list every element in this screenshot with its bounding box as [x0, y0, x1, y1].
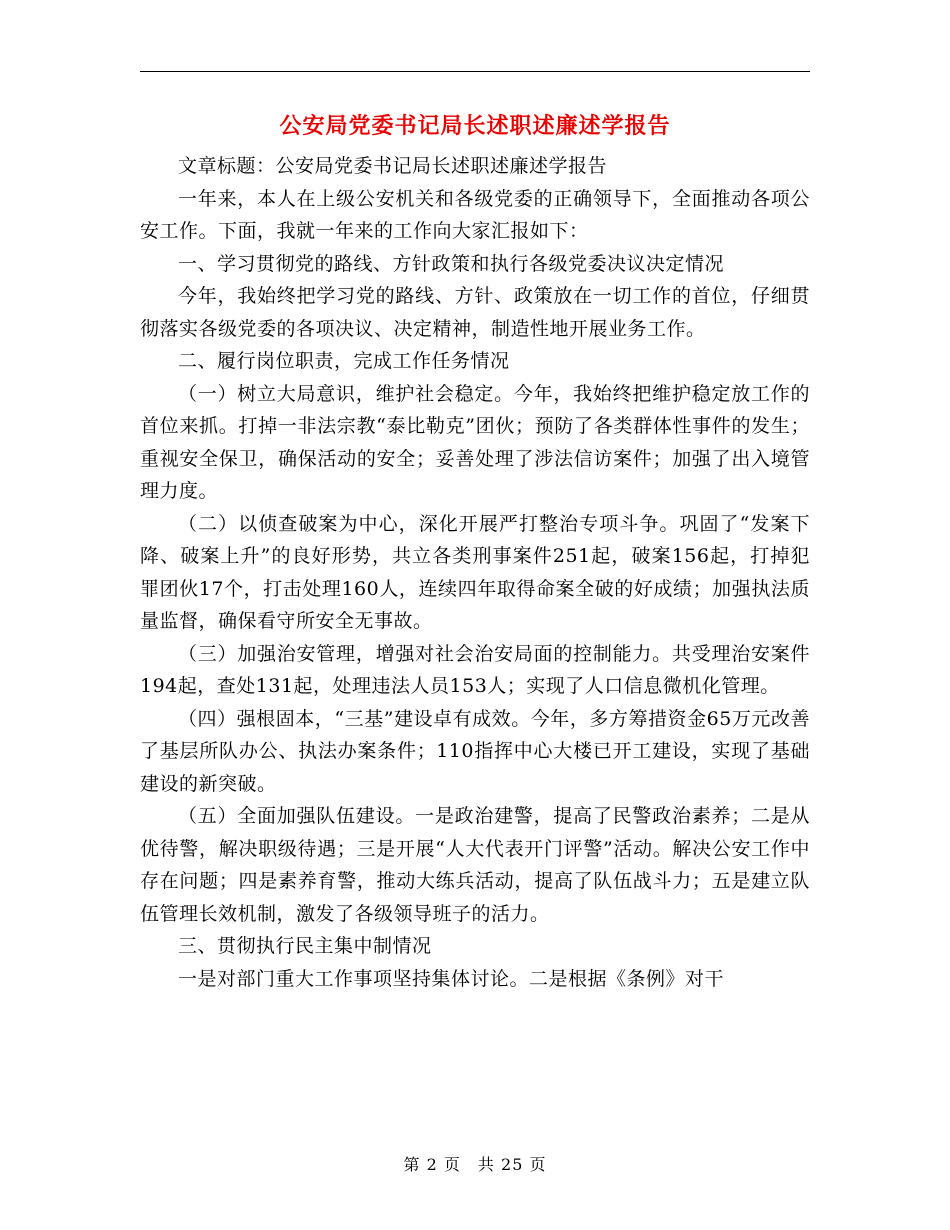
page-footer [140, 1154, 810, 1176]
paragraph-intro: 一年来，本人在上级公安机关和各级党委的正确领导下，全面推动各项公安工作。下面，我就一年来的工作向大家汇报如下： [140, 187, 810, 242]
paragraph: 一是对部门重大工作事项坚持集体讨论。二是根据《条例》对干 [178, 967, 725, 990]
paragraph: （四）强根固本，“三基”建设卓有成效。今年，多方筹措资金65万元改善了基层所队办公、执法办案条件；110指挥中心大楼已开工建设，实现了基础建设的新突破。 [140, 707, 810, 795]
paragraph: 今年，我始终把学习党的路线、方针、政策放在一切工作的首位，仔细贯彻落实各级党委的各项决议、决定精神，制造性地开展业务工作。 [140, 285, 810, 340]
total-page-count: 25 [501, 1155, 524, 1174]
section-heading-1: 一、学习贯彻党的路线、方针政策和执行各级党委决议决定情况 [178, 252, 725, 275]
document-body [140, 150, 810, 995]
section-heading-2: 二、履行岗位职责，完成工作任务情况 [178, 350, 510, 372]
paragraph: （一）树立大局意识，维护社会稳定。今年，我始终把维护稳定放工作的首位来抓。打掉一非法宗教“泰比勒克”团伙；预防了各类群体性事件的发生；重视安全保卫，确保活动的安全；妥善处理了涉法信访案件；加强了出入境管理力度。 [140, 382, 810, 502]
paragraph: （五）全面加强队伍建设。一是政治建警，提高了民警政治素养；二是从优待警，解决职级待遇；三是开展“人大代表开门评警”活动。解决公安工作中存在问题；四是素养育警，推动大练兵活动，提高了队伍战斗力；五是建立队伍管理长效机制，激发了各级领导班子的活力。 [140, 805, 810, 925]
section-heading-3: 三、贯彻执行民主集中制情况 [178, 935, 432, 957]
header-rule [140, 71, 810, 72]
document-title: 公安局党委书记局长述职述廉述学报告 [279, 113, 671, 139]
paragraph-article-title: 文章标题：公安局党委书记局长述职述廉述学报告 [178, 155, 608, 177]
footer-mid: 页 共 [443, 1155, 495, 1174]
current-page-number: 2 [426, 1155, 438, 1174]
paragraph: （二）以侦查破案为中心，深化开展严打整治专项斗争。巩固了“发案下降、破案上升”的良好形势，共立各类刑事案件251起，破案156起，打掉犯罪团伙17个，打击处理160人，连续四年取得命案全破的好成绩；加强执法质量监督，确保看守所安全无事故。 [140, 512, 810, 632]
footer-prefix: 第 [403, 1155, 421, 1174]
footer-suffix: 页 [529, 1155, 547, 1174]
paragraph: （三）加强治安管理，增强对社会治安局面的控制能力。共受理治安案件194起，查处131起，处理违法人员153人；实现了人口信息微机化管理。 [140, 642, 810, 697]
